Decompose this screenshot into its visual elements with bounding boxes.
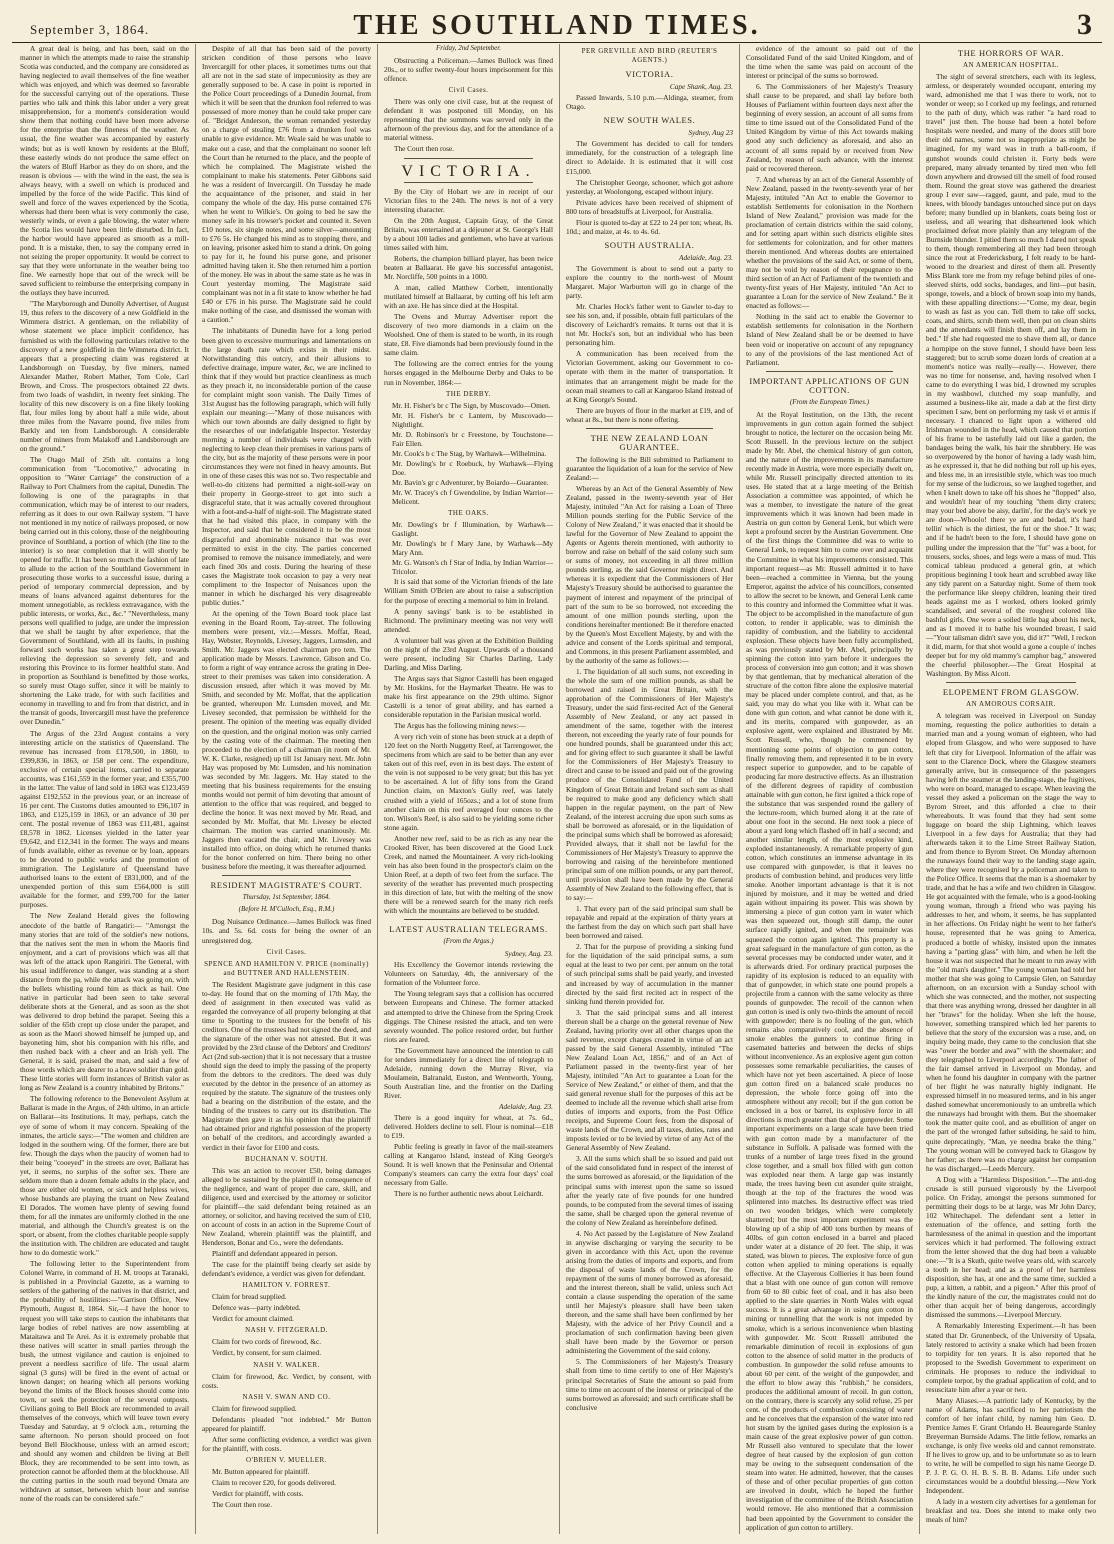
news-item: Public feeling is greatly in favor of the mail-steamers calling at Kangaroo Island, instead of King George's Sound. It is well known that the Peninsular and Oriental Company's steamers can carry the extra four days' coal necessary from Galle. [384,1142,553,1188]
section-heading: VICTORIA. [401,162,536,180]
news-item: There are buyers of flour in the market at £19, and of wheat at 8s., but there is none offering. [566,405,733,424]
column-2 [196,44,378,1534]
news-item: The Ovens and Murray Advertiser report the discovery of two more diamonds in a claim on the Woolshed. One of them is stated to be worth, in its rough state, £8. Five diamonds had been previously found in the same claim. [384,312,553,358]
news-item: The Young telegram says that a collision has occurred between Europeans and Chinese. The former attacked and attempted to drive the Chinese from the Spring Creek diggings. The Chinese resisted the attack, and ten were severely wounded. The police restored order, but further riots are feared. [384,989,553,1044]
section-subheading: AN AMERICAN HOSPITAL. [962,61,1060,70]
section-divider [222,875,351,876]
bill-text: 3. All the sums which shall be so issued and paid out of the said consolidated fund in respect of the interest of the sums borrowed as aforesaid, or the liquidation of the principal sums with interest upon the same so issued after the yearly rate of five pounds for one hundred pounds, to be computed from the several times of issuing the same, shall be charged upon the general revenue of the colony of New Zealand as hereinbefore defined. [566,1154,733,1227]
article-paragraph: A great deal is being, and has been, said on the manner in which the attempts made to raise the stranship Scotia was conducted, and the company are considered as having neglected to avail themselves of the fine weather which was enjoyed, and which was deemed so favorable for the successful carrying out of the operations. These parties who talk and think this labor under a very great misapprehension, for a moment's consideration would show them that nothing could have been more adverse for the enterprise than the fineness of the weather. As usual, the fine weather was accompanied by easterly winds; but as is well known by residents at the Bluff, these easterly winds do not produce the same effect on the waters of Bluff Harbor as they do on shore, and the reason is obvious — with the wind in the east, the sea is always heavy, with a swell on which is produced and impelled by the force of the wide Pacific. This kind of swell and force of the waves experienced by the Scotia, whereas had there been what is very commonly the case, westerly winds, or even a gale blowing, the water where the Scotia lies would have been little disturbed. In fact, the harbor would have appeared as smooth as a mill-pond. It is a mistake, then, to say the company erred in not seizing the proper opportunity. It would be correct to say that they were unfortunate in the weather being too fine. We earnestly hope that out of the wreck will be saved sufficient to reimburse the enterprising company in the outlays they have incurred. [20,44,189,298]
case-title: SPENCE AND HAMILTON V. PRICE (nominally) and BUTTNER AND HALLENSTEIN. [204,959,369,977]
section-divider [946,682,1076,683]
subheading: THE DERBY. [446,389,491,398]
bill-text: 1. The liquidation of all such sums, not exceeding in the whole the sum of one million pounds, as shall be borrowed and raised in Great Britain, with the approbation of the Commissioners of Her Majesty's Treasury, under the said first-recited Act of the General Assembly of New Zealand, or any act passed in amendment of the same, together with the interest thereon, not exceeding the yearly rate of four pounds for one hundred pounds, shall be guaranteed under this act; and for giving effect to such guarantee it shall be lawful for the Commissioners of Her Majesty's Treasury to direct and cause to be issued and paid out of the growing produce of the Consolidated Fund of the United Kingdom of Great Britain and Ireland such sum as shall be required to make good any deficiency which shall happen in the regular payment, on the part of New Zealand, of the interest accruing due upon such sums as shall be borrowed as aforesaid, or in the liquidation of the principal sums which shall be borrowed as aforesaid; Provided always, that it shall not be lawful for the Commissioners of Her Majesty's Treasury to approve the borrowing and raising of the hereinbefore mentioned principal sum of one million pounds, or any part thereof, until provision shall have been made by the General Assembly of New Zealand to the following effect, that is to say:— [566,666,733,903]
news-item: The Government have announced the intention to call for tenders immediately for a direct line of telegraph to Adelaide, running down the Murray River, via Moulamein, Balranald, Euston, and Wentworth, Young, South Australian line, and the frontier on the Darling River. [384,1045,553,1100]
court-item: There was only one civil case, but at the request of defendant it was postponed till Monday, on his representing that the summons was served only in the afternoon of the previous day, and for the attendance of a material witness. [384,97,553,143]
masthead [12,8,1102,43]
page-number: 3 [1077,8,1092,41]
case-title: HAMILTON V. FORREST. [242,1281,331,1290]
news-item: The Government has decided to call for tenders immediately, for the construction of a telegraph line direct to Adelaide. It is estimated that it will cost £15,000. [566,139,733,176]
court-item: Claim for bread supplied. [212,1292,287,1302]
court-item: The Resident Magistrate gave judgment in this case to-day. He found that on the morning of 17th May, the deed of assignment in then executed was valid as regarded the conveyance of all property belonging at that time to Sporting to the trustees for the benefit of his creditors. One of the trustees had not signed the deed, and the signature of the other was not attested. But it was provided by the 23rd clause of the Debtors' and Creditors' Act (2nd sub-section) that it is not necessary that a trustee should sign the deed to imply the passing of the property from the debtors to the creditors. The deed was duly executed by the debtor in the presence of an attorney as required by the statute. The signature of the trustees only had a bearing on the distribution of the estate, and the binding of the trustees to carry out its distribution. The Magistrate then gave it as his opinion that the plaintiff had obtained prior and rightful possession of the property on behalf of the creditors, and accordingly awarded a verdict in their favor for £100 and costs. [202,979,371,1152]
section-source: (From the Argus.) [443,937,494,946]
article-paragraph: The Otago Mail of 25th ult. contains a long communication from "Locomotive," advocating in opposition to "Water Carriage" the construction of a Railway to Port Chalmers from the capital, Dunedin. The following is one of the paragraphs in that communication, which may be of interest to our readers, referring as it does to our own Railway system. "I have not mentioned in my notice of railways proposed, or now being carried out in this colony, those of the neighbouring province of Southland, a portion of which (the line to the interior) is so near completion that it will shortly be opened for traffic. It has been so much the fashion of late to allude to the action of the Southland Government in prosecuting those works to a successful issue, during a period of temporary commercial depression, and by means of loans advanced against debentures for the moment unnegotiable, as reckless extravagance, with the public interests, or works, &c., &c." "Nevertheless, many persons well qualified to judge, are under the impression that we shall be taught by after experience, that the Government of Southland, with all its faults, in pushing forward such works has taken a great step towards relieving the depression so severely felt, and and restoring this Province to its former healthful state. And in proportion as Southland is benefitted by those works, so surely must Otago suffer, since it will be mainly to shortening the Lake trade, for with such facilities and economy in travelling to and fro from that district, and in the transit of goods, Invercargill must have the preference over Dunedin." [20,455,189,727]
news-item: Roberts, the champion billiard player, has been twice beaten at Ballaarat. He gave his successful antagonist, Mr. Norcliffe, 500 points in a 1000. [384,253,553,281]
dateline: Sydney, Aug 23 [688,128,733,138]
court-item: The Court then rose. [394,144,454,154]
race-entry: Mr. Dowling's br f Mary Jane, by Warhawk—My Mary Ann. [392,539,553,558]
section-divider [586,428,713,429]
article-paragraph: The inhabitants of Dunedin have for a long period been given to excessive murmurings and lamentations on the large death rate which exists in their midst. Notwithstanding this outcry, and their allusions to defective drainage, impure water, &c, we are inclined to think that if they would but practice cleanliness as much as they preach it, no inconsiderable portion of the cause for complaint might soon vanish. The Daily Times of 31st August has the following paragraph, which will fully explain our meaning:—"Many of those nuisances with which our town abounds are daily designed to fight by the researches of our indefatigable Inspector. Yesterday morning a number of individuals were charged with neglecting to keep clean their premises in various parts of the city, but as the majority of these persons were in poor circumstances they were not fined in heavy amounts. But in one of these cases this was not so. Two respectable and well-to-do citizens had permitted a night-soil-way on their property in George-street to get into such a disgraceful state, that it was actually covered throughout with a foot-and-a-half of night-soil. The Magistrate stated that he had visited this place, in company with the Inspector, and said that he considered it to be the most disgraceful and abominable nuisance that was ever permitted to exist in the city. The parties concerned promised to remove the nuisance immediately, and were each fined 30s and costs. During the hearing of these cases the Magistrate took occasion to pay a very neat compliment to the Inspector of Nuisances upon the manner in which he discharged his very disagreeable public duties." [202,326,371,607]
bill-text: 7. And whereas by an act of the General Assembly of New Zealand, passed in the twenty-seventh year of her Majesty, intituled "An Act to enable the Governor to establish Settlements for colonisation in the Northern Island of New Zealand," provision was made for the proclamation of certain districts within the said colony, and for setting apart within such districts eligible sites for settlements for colonization, and for other matters therein mentioned. And whereas doubts are entertained whether the provisions of the said Act, or some of them, may not be void by reason of their repugnance to the third section of an Act of Parliament of the twentieth and twenty-first years of Her Majesty, intituled "An Act to guarantee a Loan for the service of New Zealand." Be it enacted as follows:— [746,174,913,311]
court-item: Claim for two cords of firewood, &c. [212,1337,322,1347]
case-title: NASH V. FITZGERALD. [245,1326,328,1335]
section-divider [404,158,533,159]
bill-text: 1. That every part of the said principal sum shall be repayable and repaid at the expiration of thirty years at the farthest from the day on which such part shall have been borrowed and raised. [566,904,733,941]
dateline: Adelaide, Aug. 23. [499,1101,553,1111]
section-date: Friday, 2nd September. [436,44,501,52]
column-1 [14,44,196,1534]
news-item: Flour is quoted to-day at £22 to 24 per ton; wheat, 8s. 10d.; and maize, at 4s. to 4s. 6d. [566,217,733,236]
issue-date: September 3, 1864. [30,22,150,37]
court-item: Obstructing a Policeman.—James Bullock was fined 20s., or to suffer twenty-four hours imprisonment for this offence. [384,56,553,84]
news-item: A very rich vein of stone has been struck at a depth of 120 feet on the North Nuggetty Reef, at Tarrengower, the specimens from which are said to be better than any ever taken out of this reef, even in its best days. The extent of the vein is not supposed to be very great; but this has yet to be ascertained. A lot of fifty tons from the Grand Junction claim, on Maxton's Gully reef, was lately crushed with a yield of 165ozs.; and a lot of stone from another claim on this reef averaged four ounces to the ton. Wilson's Reef, is also said to be yielding some richer stone again. [384,732,553,832]
case-title: BUCHANAN V. SOUTH. [244,1154,329,1163]
news-item: On the 20th August, Captain Gray, of the Great Britain, was entertained at a déjeuner at St. George's Hall by a about 100 ladies and gentlemen, who have at various times sailed with him. [384,215,553,252]
article-paragraph: The New Zealand Herald gives the following anecdote of the battle of Rangatiri:— "Amongst the many stories that are told of the soldier's new notions, that the natives sent the men in whom the Maoris find enjoyment, and a cart of provisions which was all that was left of the attack upon Rangiriri. The General, with his usual indifference to danger, was standing at a short distance from the pa, while the attack was going on, with the bullets whistling round him as thick as hail. One native in particular had been seen to take several deliberate shots at the General, and as soon as the shot was delivered to drop behind the parapet. Seeing this a soldier of the 65th crept up close under the parapet, and as soon as the Maori showed himself he jumped up, and bayoneting him, shot his companion with his rifle, and then rushed back with a cheer and an Irish yell. The General, it is said, praised the man, and said a few of those words which are dearer to a brave soldier than gold. These little stories will form instances of British valor as long as New Zealand is a country inhabited by Britons." [20,911,189,1093]
race-entry: Mr. Bavin's gr c Adventurer, by Boiardo—Guarantee. [392,477,549,487]
court-item: Plaintiff and defendant appeared in person. [212,1249,338,1259]
news-item: The following are the correct entries for the young horses engaged in the Melbourne Derby and Oaks to be run in November, 1864:— [384,359,553,387]
section-heading: LATEST AUSTRALIAN TELEGRAMS. [389,924,548,935]
case-title: O'BRIEN V. MUELLER. [246,1455,327,1464]
court-item: Dog Nuisance Ordinance.—James Bullock was fined 10s. and 5s. 6d. costs for being the owner of an unregistered dog. [202,917,371,945]
section-subheading: AN AMOROUS CORSAIR. [966,700,1056,709]
dateline: Sydney, Aug. 23. [504,949,553,959]
article-columns [14,44,1104,1534]
dateline: Cape Shank, Aug. 23. [669,82,733,92]
article-paragraph: A Dog with a "Harmless Disposition."—The anti-dog crusade is still pursued vigorously by the Liverpool police. On Friday, amongst the persons summoned for permitting their dogs to be at large, was Mr John Darcy, 102 Whitechapel. The defendant sent a letter in extenuation of the offence, and setting forth the harmlessness of the animal in question and the important services which it had performed. The following extract from the letter showed that the dog had been a valuable one:—"It is a Skuth, quite twelve years old, with scarcely a tooth in her head; and as a proof of her harmless disposition, she has, at one and the same time, suckled a pup, a kitten, a rabbit, and a pigeon." After this proof of the kindly nature of the cur, the magistrates could not do other than acquit her of being dangerous, accordingly dismissed the summons.—Liverpool Mercury. [926,1174,1096,1320]
court-item: Claim for firewood supplied. [212,1403,297,1413]
bill-text: The following is the Bill submitted to Parliament to guarantee the liquidation of a loan for the service of New Zealand:— [566,454,733,482]
news-item: Passed Inwards, 5.10 p.m.—Aldinga, steamer, from Otago. [566,93,733,112]
race-entry: Mr. D. Robinson's br c Freestone, by Touchstone—Fair Ellen. [392,429,553,448]
section-heading: SOUTH AUSTRALIA. [604,239,695,250]
article-paragraph: Many Aliases.—A patriotic lady of Kentucky, by the name of Adams, has sacrificed to her patriotism the comfort of her infant child, by naming him Geo. D. Prentice James F. Grant Orlando H. Beauregarde Stanley Breyerman Burnside Adams. The little fellow, remarks an exchange, is only five weeks old and cannot remonstrate. If he lives to grow up, and to be unfortunate so as to learn to write, he will be compelled to sign his name George D. P. J. P. G. O. H. B. S. B. B. Adams. Life under such circumstances would be a doubtful blessing.—New York Independent. [926,1395,1096,1496]
race-entry: Mr. W. Tracey's ch f Gwendoline, by Indian Warrior—Melicent. [392,488,553,507]
court-item: Claim to recover £20, for goods delivered. [212,1478,337,1488]
race-entry: Mr. H. Fisher's br c The Sign, by Muscovado—Omen. [392,400,551,410]
court-item: Verdict for plaintiff, with costs. [212,1489,304,1499]
bill-text: 5. The Commissioners of her Majesty's Treasury shall from time to time certify to one of Her Majesty's principal Secretaries of State the amount so paid from time to time on account of the interest or principal of the sums borrowed as aforesaid; and such certificate shall be conclusive [566,1357,733,1412]
bill-text: 3. That the said principal sums and all interest thereon shall be a charge on the general revenue of New Zealand, having priority over all other charges upon the said revenue, except charges created in virtue of an act passed by the said General Assembly, intituled "The New Zealand Loan Act, 1856," and of an Act of Parliament passed in the twenty-first year of her Majesty, intituled "An Act to guarantee a Loan for the Service of New Zealand," or either of them, and that the said general revenue shall for the purposes of this act be deemed to include all the revenue which shall arise from duties of imports and exports, from the Post Office receipts, and Supreme Court fees, from the disposal of waste lands of the Crown, and all taxes, duties, rates and imposts levied or to be levied by virtue of any Act of the General Assembly of New Zealand. [566,1007,733,1153]
article-paragraph: At the opening of the Town Board took place last evening in the Board Room, Tay-street. The following members were present, viz.:—Messrs. Moffat, Read, Hay, Webster, Reynolds, Livesey, Jaggers, Lumsden, and Smith. Mr. Jaggers was elected chairman pro tem. The application made by Messrs. Lawrence, Gibson and Co. to form a right of way entrance across the grating in Dee-street to their premises was taken into consideration. A discussion ensued, after which it was moved by Mr. Smith, and seconded by Mr. Moffat, that the application be granted, whereupon Mr. Lumsden moved, and Mr. Livesey seconded, that permission be withheld for the present. The opinion of the meeting was equally divided on the question, and the original motion was only carried by the casting vote of the chairman. The meeting then proceeded to the election of a chairman (in room of Mr. W. K. Clarke, resigned) up till 1st January next. Mr. John Hay was proposed by Mr. Lumsden, and his nomination was seconded by Mr. Jaggers. Mr. Hay stated to the meeting that his business requirements for the ensuing months would not permit of him devoting that amount of attention to the office that was required, and begged to decline the honor. It was next moved by Mr. Read, and seconded by Mr. Moffat, that Mr. Livesey be elected chairman. The motion was carried unanimously. Mr. Jaggers then vacated the chair, and Mr. Livesey was installed into office, on doing which he returned thanks for the honor conferred on him. There being no other business before the meeting, it was thereafter adjourned. [202,608,371,872]
race-entry: Mr. Dowling's br f Illumination, by Warhawk—Gaslight. [392,520,553,539]
court-item: After some conflicting evidence, a verdict was given for the plaintiff, with costs. [202,1434,371,1453]
news-item: The Argus has the following mining news:— [394,721,526,731]
section-divider [766,371,893,372]
section-heading: ELOPEMENT FROM GLASGOW. [942,687,1080,698]
news-item: A communication has been received from the Victorian Government, asking our Government to co-operate with them in the matter of transportation. It intimates that an arrangement might be made for the ocean mail steamers to call at Kangaroo Island instead of at King George's Sound. [566,349,733,404]
news-item: By the City of Hobart we are in receipt of our Victorian files to the 24th. The news is not of a very interesting character. [384,186,553,214]
article-paragraph: A Remarkably Interesting Experiment.—It has been stated that Dr. Grunenbeck, of the University of Upsala, lately restored to activity a snake which had been frozen to torpidity for ten years. It is also reported that he proposed to the Swedish Government to experiment on criminals. He proposes to reduce the individual to complete torpor, by the gradual application of cold, and to resuscitate him after a year or two. [926,1321,1096,1394]
section-subheading: (Before H. M'Culloch, Esq., R.M.) [238,905,335,914]
bill-text: Nothing in the said act to enable the Governor to establish settlements for colonisation in the Northern Island of New Zealand shall be or be deemed to have been void or inoperative on account of any repugnancy to any of the provisions of the last mentioned Act of Parliament. [746,312,913,367]
dateline: Adelaide, Aug. 23. [679,252,733,262]
section-divider [404,182,533,183]
bill-text: 6. The Commissioners of her Majesty's Treasury shall cause to be prepared, and shall lay before both Houses of Parliament within fourteen days next after the beginning of every session, an account of all sums from time to time issued out of the Consolidated Fund of the United Kingdom by virtue of this Act towards making good any such deficiency as aforesaid, and also an account of all sums repaid by or received from New Zealand, by reason of such advance, with the interest paid or recovered thereon. [746,82,913,173]
news-item: There is no further authentic news about Leichardt. [394,1189,544,1199]
court-item: The Court then rose. [212,1500,272,1510]
article-paragraph: A lady in a western city advertises for a gentleman for breakfast and tea. Does she intend to make only two meals of him? [926,1497,1096,1525]
subheading: Civil Cases. [266,947,307,956]
case-title: NASH V. WALKER. [253,1360,320,1369]
column-6 [920,44,1102,1534]
news-item: The Christopher George, schooner, which got ashore yesterday, at Woolongong, escaped without injury. [566,177,733,196]
court-item: Verdict for amount claimed. [212,1314,294,1324]
court-item: Mr. Button appeared for plaintiff. [212,1466,310,1476]
news-item: It is said that some of the Victorian friends of the late William Smith O'Brien are about to raise a subscription for the purpose of erecting a memorial to him in Ireland. [384,577,553,605]
column-5 [740,44,920,1534]
court-item: Defence was—party indebted. [212,1303,301,1313]
column-3 [378,44,560,1534]
article-paragraph: Despite of all that has been said of the poverty stricken condition of those persons who leave Invercargill for other places, it sometimes turns out that all are not in the sad state of impecuniosity as they are generally supposed to be. A case in point is reported in the Police Court proceedings of a Dunedin Journal, from which it will be seen that the drunken fool referred to was possessed of more money than he could take proper care of. "Bridget Anderson, the woman remanded yesterday on a charge of stealing £76 from a drunken fool was unable to give evidence. Mr. Weale said he was unable to make out a case, and that the complainant no sooner left the Court than he returned to the place, and the people of which he complained. The Magistrate wished the complainant to make his statements. Peter Gibbons said he was a resident of Invercargill. On Tuesday he made the acquaintance of the prisoner, and staid in her company the whole of the day. His purse contained £76 when he went to Wilkie's. On going to bed he saw the money safe in his trowser's pocket and counted it. Seven £10 notes, six single notes, and some silver—amounting to £76 5s. He changed his mind as to stopping there, and on leaving, prisoner asked him to stand a drink. On going to pay for it, he found his purse gone, and prisoner admitted having taken it. She then returned him a portion of the money. He was in about the same state as he was in Court yesterday morning. The Magistrate said complainant was not in a fit state to know whether he had £40 or £76 in his purse. The Magistrate said he could make nothing of the case, and dismissed the woman with a caution." [202,44,371,325]
section-heading: VICTORIA. [625,69,674,80]
section-heading: RESIDENT MAGISTRATE'S COURT. [210,880,363,891]
article-paragraph: The following letter to the Superintendent from Colonel Warre, in command of H. M. troops at Taranaki, is published in a Provincial Gazette, as a warning to settlers of the gathering of the natives in that district, and the probability of hostilities:—"Garrison Office, New Plymouth, August 8, 1864. Sir,—I have the honor to request you will take steps to caution the inhabitants that large bodies of rebel natives are now assembling at Mataitawa and Te Arei. As it is extremely probable that these natives will scatter in small parties through the bush, the utmost vigilance and caution is enjoined to prevent a needless sacrifice of life. The usual alarm signal (3 guns) will be fired in the event of actual or known danger; on hearing which all persons working beyond the limits of the Block houses should come into town, or seek the protection of the several outposts. Civilians going to Bell Block are recommended to avail themselves of the convoys, which will leave town every Tuesday and Saturday, at 9 o'clock a.m., returning the same afternoon. No person should proceed on foot beyond Bell Blockhouse, unless with an armed escort; and should any women and children be living at Bell Block, they are recommended to be sent into town, as protection cannot be afforded them at the blockhouse. All the cutting parties in the south road beyond Omata are withdrawn at sunset, between which hour and sunrise none of the roads can be considered safe." [20,1259,189,1504]
bill-text: 4. No Act passed by the Legislature of New Zealand in anywise discharging or varying the security to be given in accordance with this Act, upon the revenue arising from the duties of imports and exports, and from the disposal of waste lands of the Crown, for the repayment of the sums of money borrowed as aforesaid, and the interest thereon, shall be valid, unless such Act contain a clause suspending the operation of the same until her Majesty's pleasure shall have been taken thereon, and the same shall have been confirmed by her Majesty, with the advice of her Privy Council and a proclamation of such confirmation having been given shall have been made by the Governor or person administering the Government of the said colony. [566,1228,733,1356]
news-item: A man, called Matthew Corbett, intentionally mutilated himself at Ballaarat, by cutting off his left arm with an axe. He has since died at the Hospital. [384,283,553,311]
bill-text: Whereas by an Act of the General Assembly of New Zealand, passed in the twenty-seventh year of Her Majesty, intituled "An Act for raising a Loan of Three Million pounds sterling for the Public Service of the Colony of New Zealand," it was enacted that it should be lawful for the Governor of New Zealand to appoint the Agents or Agents therein mentioned, with authority to borrow and raise on behalf of the said colony such sum or sums of money, not exceeding in all three million pounds sterling, as the said Governor might direct. And whereas it is expedient that the Commissioners of Her Majesty's Treasury should be authorised to guarantee the payment of interest and repayment of the principal of part of the sum to be so borrowed, not exceeding the amount of one million pounds sterling, upon the conditions hereinafter mentioned: Be it therefore enacted by the Queen's Most Excellent Majesty, by and with the advice and consent of the Lords spiritual and temporal, and Commons, in this present Parliament assembled, and by the authority of the same as follows:— [566,483,733,665]
court-item: Claim for firewood, &c. Verdict, by consent, with costs. [202,1371,371,1390]
section-source: PER GREVILLE AND BIRD (REUTER'S AGENTS.) [581,47,718,65]
court-item: This was an action to recover £50, being damages alleged to be sustained by the plaintiff in consequence of the negligence, and want of proper due care, skill, and diligence, used and exercised by the attorney or solicitor for plaintiff—the said defendant being retained as an attorney, or solicitor, and having received the sum of £10, on account of costs in an action in the Supreme Court of New Zealand, wherein plaintiff was the plaintiff, and Henderson, Bonar and Co., were the defendants. [202,1165,371,1247]
article-paragraph: The following reference to the Benevolent Asylum at Ballarat is made in the Argus, of 24th ultimo, in an article on Ballarat—its Institutions. It may, perhaps, catch the eye of some of whom it may concern. Speaking of the inmates, the article says:—"The women and children are lodged in the southern wing. Of the former, there are but few. Though the days when the paucity of women had to their being "cooeyed" in the streets are over, Ballarat has yet, it seems, no surplus of the softer sex. There are seldom more than a dozen female adults in the place, and those are either old women, or sick and helpless wives, whose husbands are playing the truant on New Zealand El Dorados. The women have plenty of sewing found them, for all the inmates are uniformly clothed in the one material, and although the Church's greatest is on the sport, or absent, from the clothes charitable people supply the institution with. The children are educated and taught how to do domestic work." [20,1094,189,1258]
bill-text: 2. That for the purpose of providing a sinking fund for the liquidation of the said principal sums, a sum equal at the least to two per cent. per annum on the total of such principal sums shall be paid yearly, and invested and increased by way of accumulation in the manner directed by the said first recited act in respect of the sinking fund therein provided for. [566,942,733,1006]
race-entry: Mr. Dowling's br c Roebuck, by Warhawk—Flying Doe. [392,458,553,477]
subheading: THE OAKS. [448,509,489,518]
section-date: Thursday, 1st September, 1864. [242,893,331,902]
article-paragraph: The sight of several stretchers, each with its legless, armless, or desperately wounded occupant, entering my ward, admonished me that I was there to work, not to wonder or weep; so I corked up my feelings, and returned to the path of duty, which was rather "a hard road to travel" just then. The house had been a hotel before hospitals were needed, and many of the doors still bore their old names, some not so inappropriate as might be imagined, for my ward was in truth a ball-room, if gunshot wounds could christen it. Forty beds were prepared, many already tenanted by tired men who fell down anywhere and drowsed till the smell of food roused them. Round the great stove was gathered the dreariest group I ever saw—ragged, gaunt, and pale, mud to the knees, with bloody bandages untouched since put on days before; many bundled up in blankets, coats being lost or useless, and all wearing that disheartened look which proclaimed defeat more plainly than any telegram of the Burnside blunder. I pitied them so much I dared not speak to them, though remembering all they had been through since the rout at Fredericksburg, I felt ready to be hard-wooed to the dreariest and direst of them all. Presently Miss Blank tore me from my refuge behind piles of one-sleeved shirts, odd socks, bandages, and lint—put basin, sponge, towels, and a block of brown soap into my hands, with these appalling directions:—"Come, my dear, begin to wash as fast as you can. Tell them to take off socks, coats, and shirts, scrub them well, then put on clean shirts and the attendants will finish them off, and lay them in bed." If she had requested me to shave them all, or dance a hornpipe on the stove funnel, I should have been less staggered; but to scrub some dozen lords of creation at a moment's notice was really—really—. However, there was no time for nonsense, and, having resolved when I came to do everything I was bid, I drowned my scruples in my washbowl, clutched my soap manfully, and assumed a business-like air, made a dab at the first dirty specimen I saw, bent on performing my task vi et armis if necessary. I chanced to light upon a withered old Irishman wounded in the head, which caused that portion of his frame to be tastefully laid out like a garden, the bandages being the walk, his hair the shrubbery. He was so overpowered by the honor of having a lady wash him, as he expressed it, that he did nothing but roll up his eyes, and bless me, in an irresistible style, which was too much for my sense of the ludicrous, so we laughed together, and when I knelt down to take off his shoes he "flopped" also, and wouldn't hear of my touching "them dirty craters; may your bed above be aisy, darlin', for the day's work ye are doon—Whoolo! there ye are and bedad, it's hard tellin' which is the dirtiest, the fut or the shoe." It was; and if he hadn't been to the fore, I should have gone on pulling under the impression that the "fut" was a boot, for trousers, socks, shoes, and legs were a mass of mud. This comical tableau produced a general grin, at which propitious beginning I took heart and scrubbed away like any tidy parent on a Saturday night. Some of them took the performance like sleepy children, leaning their tired heads against me as I worked, others looked grimly scandalised, and several of the roughest colored like bashful girls. One wore a soiled little bag about his neck, and as I moved it to bathe his wounded breast, I said—"Your talisman didn't save you, did it?" "Well, I reckon it did, marm, for that shot would a gone a couple o' inches deeper but for my old mammy's camphor bag," answered the cheerful philosopher.—The Great Hospital at Washington. By Miss Alcott. [926,72,1096,679]
section-heading: THE NEW ZEALAND LOAN GUARANTEE. [590,432,709,452]
news-item: Private advices have been received of shipment of 800 tons of breadstuffs at Liverpool, for Australia. [566,197,733,216]
article-paragraph: A telegram was received in Liverpool on Sunday morning, requesting the police authorities to detain a married man and a young woman of eighteen, who had eloped from Glasgow, and who were supposed to have left that city for Liverpool. Information of the affair was sent to the Clarence Dock, where the Glasgow steamers generally arrive, but in consequence of the passengers having left the steamer at the landing-stage, the fugitives, who were on board, managed to escape. When leaving the vessel they asked a policeman on the stage the way to Byrom Street, and this afforded a clue to their whereabouts. It was found that they had sent some luggage on board the ship Lightning, which leaves Liverpool in a few days for Australia; that they had afterwards taken it to the Lime Street Railway Station, and from thence to Byrom Street. On Monday afternoon the runaways found their way to the landing stage again, where they were recognised by a policeman and taken to the Police Office. It seems that the man is a shoemaker by trade, and that he has a wife and two children in Glasgow. He got acquainted with the female, who is a good-looking young woman, through a friend who was paying his addresses to her, and whom, it seems, he has supplanted in her affections. On Friday night he went to her father's house, represented that he was going to America, produced a bottle of whisky, insisted upon the inmates having a "parting glass" with him, and when he left the house it was not suspected that he meant to run away with the "old man's daughter." The young woman had told her mother that she was going to Campsie Glen, on Saturday afternoon, on an excursion with a Sunday school with which she was connected, and the mother, not suspecting that there was anything wrong, dressed her daughter in all her "braws" for the holiday. When she left the house, however, something transpired which led her parents to believe that the story of the excursion was a ruse, and, on inquiry being made, they came to the conclusion that she was "ower the border and awa'" with the shoemaker; and they telegraphed to Liverpool accordingly. The father of the fair damsel arrived in Liverpool on Monday, and when he found his daughter in company with the partner of her flight he was naturally highly indignant. He expressed himself in no measured terms, and in his anger dashed somewhat unceremoniously to an umbrella which the runaways had brought with them. But the shoemaker took the matter quite cool, and as ebullition of anger on the part of the wronged father subsiding, he said to him, quite deprecatingly, "Man, ye needna brake the thing." The young woman will be conveyed back to Glasgow by her father; as there was no charge against her companion he was discharged,—Leeds Mercury. [926,711,1096,1173]
race-entry: Mr. G. Watson's ch f Star of India, by Indian Warrior—Tricolor. [392,558,553,577]
news-item: A penny savings' bank is to be established in Richmond. The preliminary meeting was not very well attended. [384,606,553,634]
article-paragraph: The Argus of the 23rd August contains a very interesting article on the statistics of Queensland. The revenue has increased from £178,500, in 1860, to £399,836, in 1863, or 158 per cent. The expenditure, exclusive of certain special items, carried to separate accounts, was £161,559 in the former year, and £355,700 in the latter. The value of land sold in 1863 was £123,459 against £192,552 in the previous year, or an increase of 16 per cent. The Customs duties amounted to £96,107 in 1863, and £125,159 in 1863, or an advance of 30 per cent. The postal revenue of 1863 was £11,481, against £8,578 in 1862. Licenses yielded in the latter year £9,642, and £12,341 in the former. The ways and means of funds available, either as revenue or by loan, appears to be devoted to public works and the promotion of immigration. The Legislature of Queensland have authorised loans to the extent of £831,000, and of the unexpended portion of this sum £564,000 is still available for the former, and £99,700 for the latter purposes. [20,728,189,910]
newspaper-title: THE SOUTHLAND TIMES. [353,10,761,41]
column-4 [560,44,740,1534]
news-item: Another new reef, said to be as rich as any near the Crooked River, has been discovered at the Good Luck Creek, and named the Mountaineer. A very rich-looking vein has also been found in the prospector's claim on the Union Reef, at a depth of two feet from the surface. The severity of the weather has prevented much prospecting in this direction of late, but with the melting of the snow there will be a renewed search for the many rich reefs with which the mountains are believed to be studded. [384,833,553,916]
news-item: Mr. Charles Hock's father went to Gawler to-day to see his son, and, if possible, obtain full particulars of the discovery of Leichardt's remains. It turns out that it is not Mr. Hocks's son, but an individual who has been personating him. [566,302,733,348]
case-title: NASH V. SWAN AND CO. [242,1392,331,1401]
news-item: A volunteer ball was given at the Exhibition Building on the night of the 23rd August. Upwards of a thousand were present, including Sir Charles Darling, Lady Darling, and Miss Darling. [384,635,553,672]
section-heading: NEW SOUTH WALES. [603,115,696,126]
bill-text: evidence of the amount so paid out of the Consolidated Fund of the said United Kingdom, and of the time when the same was paid on account of the interest or principal of the sums so borrowed. [746,44,913,81]
section-divider [404,919,533,920]
section-source: (From the European Times.) [789,397,870,406]
court-item: The case for the plaintiff being clearly set aside by defendant's evidence, a verdict was given for defendant. [202,1260,371,1279]
news-item: His Excellency the Governor intends reviewing the Volunteers on Saturday, 4th, the anniversary of the formation of the Volunteer force. [384,960,553,988]
news-item: The Argus says that Signor Castelli has been engaged by Mr. Hoskins, for the Haymarket Theatre. He was to make his first appearance on the 29th ultimo. Signor Castelli is a tenor of great ability, and has earned a considerable reputation in the Parisian musical world. [384,673,553,720]
court-item: Verdict, by consent, for sum claimed. [212,1348,322,1358]
article-paragraph: "The Maryborough and Dunolly Advertiser, of August 19, thus refers to the discovery of a new Goldfield in the Wimmera district. A gentleman, on the reliability of whose statement we place implicit confidence, has furnished us with the following particulars relative to the discovery of a new goldfield in the Wimmera district. It appears that a prospecting claim was registered at Landsborough on Tuesday, by five miners, named Alexander Mather, Robert Mather, Tom Cole, Carl Brown, and Cross. The prospectors obtained 22 dwts. from two loads of washdirt, in twenty feet sinking. The locality of this new discovery is on a fine likely looking flat, four miles long by about half a mile wide, about three miles from the Navarre pound, five miles from Barkly and ten from Landsborough. A considerable number of miners from Malakoff and Landsborough are on the ground." [20,299,189,454]
article-paragraph: At the Royal Institution, on the 13th, the recent improvements in gun cotton again formed the subject brought to notice, the lecturer on the occasion being Mr. Scott Russell. In the previous lecture on the subject made by Mr. Abel, the chemical history of gun cotton, and the nature of the improvements in its manufacture recently made in Austria, were more especially dwelt on, while Mr. Russell principally directed attention to its uses. He stated that at a large meeting of the British Association a committee was appointed, of which he was a member, to investigate the nature of the great improvements which it was known had been made in Austria on gun cotton by General Lenk, but which were kept a profound secret by the Austrian Government. One of the first things the Committee did was to write to General Lenk, to request him to come over and acquaint the Committee in what his improvements consisted. This important request—as Mr. Russell admitted it to have been—reached a committee in Vienna, but the young Emperor, against the advice of his councillors, consented to allow the secret to be known, and General Lenk came to this country and informed the Committee what it was. The object to be accomplished in the manufacture of gun cotton, to render it applicable, was to diminish the rapidity of combustion, and the liability to accidental explosion. These objects have been fully accomplished, as was previously stated by Mr. Abel, principally by spinning the cotton into yarn before it undergoes the process of conversion into gun cotton; and it was shown by that gentleman, that by mechanical alteration of the structure of the cotton fibre alone the explosive material may be placed under complete control, and that, as he said, you may do what you like with it. What can be done with gun cotton, and what cannot be done with it, and its merits, compared with gunpowder, as an explosive agent, were explained and illustrated by Mr. Scott Russell, who, though he commenced by mentioning some points of objection to gun cotton, finally removing them, and represented it to be in every respect superior to gunpowder, and to be capable of producing far more destructive effects. As an illustration of the different degrees of rapidity of combustion attainable with gun cotton, he first ignited a thick rope of the substance that was suspended round the gallery of the lecture-room, which burned along it at the rate of about one foot in the second. He next took a piece of about a yard long which flashed off in half a second; and another similar length, of the most explosive kind, exploded instantaneously. A remarkable property of gun cotton, which constitutes an immense advantage in its use compared with gunpowder, is that it leaves no products of combustion behind, and produces very little smoke. Another important advantage is that it is not injured by moisture, and it may be wetted and dried again without impairing its power. This was shown by immersing a piece of gun cotton yarn in water which was then squeezed out, though still damp, the outer surface rapidly ignited, and when the remainder was squeezed the cotton again ignited. This property is a great safeguard in the manufacture of gun cotton, as the several processes may be conducted under water, and it is afterwards dried. For ordinary practical purposes the rapidity of its explosion is reduced to an equality with that of gunpowder, in which state one pound propels a projectile from a cannon with the same velocity as three pounds of gunpowder. The recoil of the cannon when gun cotton is used is only two-thirds the amount of recoil with gunpowder; there is no fouling of the gun, which remains also comparatively cool, and the absence of smoke enables the gunners to continue firing in casemated batteries and between the decks of ships without inconvenience. As an explosive agent gun cotton possesses some remarkable peculiarities, the causes of which have not yet been ascertained. A piece of loose gun cotton fired on a balanced scale produces no depression, the whole force going off into the atmosphere without any recoil; but if the gun cotton be enclosed in a box or barrel, its explosive force in all directions is much greater than that of gunpowder. Some important experiments on a large scale have been tried with gun cotton made by a manufacturer of the substance in Suffolk. A palisade was formed with the trunks of a number of large trees fixed in the ground close together, and a small box filled with gun cotton was exploded near them. A large gap was instantly made, the trees having been cut asunder quite straight, though at the top of the fractures the wood was splintered into matches. Its destructive effect was tried on two wooden bridges, which were completely shattered; but the most important experiment was the blowing up of a ship of 400 tons burthen by means of 40lbs. of gun cotton enclosed in a barrel and placed under water at a distance of 20 feet. The ship, it was stated, was blown to pieces. The explosive force of gun cotton when applied to mining operations is equally effective. At the Clayerous Collieries it has been found that a blast with one ounce of gun cotton will remove from 60 to 80 cubic feet of coal, and it has also been applied to the slate quarries in North Wales with equal success. It is a great advantage in using gun cotton in mining or tunnelling that the work is not impeded by smoke, which is a serious inconvenience when blasting with gunpowder. Mr. Scott Russell attributed the remarkable diminution of recoil in explosions of gun cotton to the absence of solid matter in the products of combustion. In gunpowder the solid refuse amounts to about 60 per cent. of the weight of the gunpowder, and the effort to blow away this "rubbish," he considers, produces the additional amount of recoil. In gun cotton, on the contrary, there is scarcely any solid refuse, 25 per cent. of the products of combustion consisting of water and he conceives that the expansion of the water into red hot steam by the ignited gases during the explosion is a main cause of the great explosive power of gun cotton. Mr Russell also ventured to speculate that the lower degree of heat caused by the explosion of gun cotton may be owing to the subsequent condensation of the steam into water. He admitted, however, that the causes of these and of other peculiar properties of gun cotton are involved in doubt, which he hoped the further investigation of the committee of the British Association would remove. He also mentioned that a commission had been appointed by the Government to consider the application of gun cotton to artillery. [746,409,913,1532]
news-item: The Government is about to send out a party to explore the country to the north-west of Mount Margaret. Major Warburton will go in charge of the party. [566,263,733,301]
section-heading: IMPORTANT APPLICATIONS OF GUN COTTON. [749,375,910,395]
race-entry: Mr. Cook's b c The Stag, by Warhawk—Wilhelmina. [392,448,547,458]
news-item: There is a good inquiry for wheat, at 7s. 6d., delivered. Holders decline to sell. Flour is nominal—£18 to £19. [384,1113,553,1141]
section-heading: THE HORRORS OF WAR. [957,48,1065,58]
court-item: Defendants pleaded "not indebted." Mr Button appeared for plaintiff. [202,1414,371,1433]
race-entry: Mr. H. Fisher's br c Lantern, by Muscovado—Nightlight. [392,410,553,429]
subheading: Civil Cases. [448,86,489,95]
